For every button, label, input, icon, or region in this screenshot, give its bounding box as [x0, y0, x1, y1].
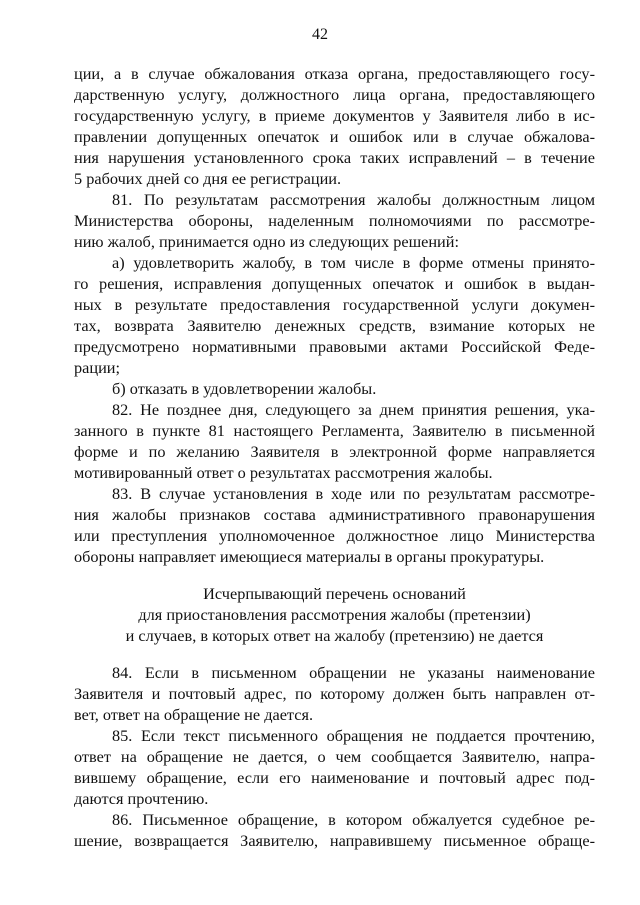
text-line: Министерства обороны, наделенным полномочиями по рассмотре-: [74, 211, 595, 230]
text-line: рации;: [74, 358, 121, 377]
text-line: или преступления уполномоченное должностное лицо Министерства: [74, 526, 595, 545]
section-heading: для приостановления рассмотрения жалобы (претензии): [138, 605, 531, 624]
text-line: ответ на обращение не дается, о чем сообщается Заявителю, напра-: [74, 747, 595, 766]
paragraph-85-start: 85. Если текст письменного обращения не поддается прочтению,: [112, 726, 595, 745]
text-line: Заявителя и почтовый адрес, по которому должен быть направлен от-: [74, 684, 595, 703]
section-heading: Исчерпывающий перечень оснований: [203, 584, 466, 603]
text-line: вет, ответ на обращение не дается.: [74, 705, 314, 724]
text-line: вившему обращение, если его наименование и почтовый адрес под-: [74, 768, 595, 787]
text-line: ных в результате предоставления государственной услуги докумен-: [74, 295, 595, 314]
page-number: 42: [312, 26, 328, 43]
text-line: ния жалобы признаков состава административного правонарушения: [74, 505, 595, 524]
paragraph-81-start: 81. По результатам рассмотрения жалобы должностным лицом: [112, 190, 595, 209]
text-line: занного в пункте 81 настоящего Регламента, Заявителю в письменной: [74, 421, 595, 440]
text-line: даются прочтению.: [74, 789, 209, 808]
text-line: государственную услугу, в приеме документов у Заявителя либо в ис-: [74, 106, 595, 125]
text-line: нию жалоб, принимается одно из следующих решений:: [74, 232, 460, 251]
text-line: тах, возврата Заявителю денежных средств, взимание которых не: [74, 316, 595, 335]
text-line: предусмотрено нормативными правовыми актами Российской Феде-: [74, 337, 595, 356]
text-line: дарственную услугу, должностного лица органа, предоставляющего: [74, 85, 595, 104]
item-a-start: а) удовлетворить жалобу, в том числе в форме отмены принято-: [112, 253, 595, 272]
paragraph-84-start: 84. Если в письменном обращении не указаны наименование: [112, 663, 595, 682]
paragraph-83-start: 83. В случае установления в ходе или по результатам рассмотре-: [112, 484, 595, 503]
paragraph-82-start: 82. Не позднее дня, следующего за днем принятия решения, ука-: [112, 400, 595, 419]
text-line: правлении допущенных опечаток и ошибок или в случае обжалова-: [74, 127, 595, 146]
text-line: ции, а в случае обжалования отказа органа, предоставляющего госу-: [74, 64, 595, 83]
paragraph-86-start: 86. Письменное обращение, в котором обжалуется судебное ре-: [112, 810, 595, 829]
text-line: 5 рабочих дней со дня ее регистрации.: [74, 169, 342, 188]
text-line: ния нарушения установленного срока таких исправлений – в течение: [74, 148, 595, 167]
section-heading: и случаев, в которых ответ на жалобу (претензию) не дается: [125, 626, 544, 645]
text-line: мотивированный ответ о результатах рассмотрения жалобы.: [74, 463, 493, 482]
text-line: шение, возвращается Заявителю, направившему письменное обраще-: [74, 831, 595, 850]
item-b: б) отказать в удовлетворении жалобы.: [112, 379, 377, 398]
text-line: форме и по желанию Заявителя в электронной форме направляется: [74, 442, 595, 461]
text-line: го решения, исправления допущенных опечаток и ошибок в выдан-: [74, 274, 595, 293]
text-line: обороны направляет имеющиеся материалы в органы прокуратуры.: [74, 547, 545, 566]
